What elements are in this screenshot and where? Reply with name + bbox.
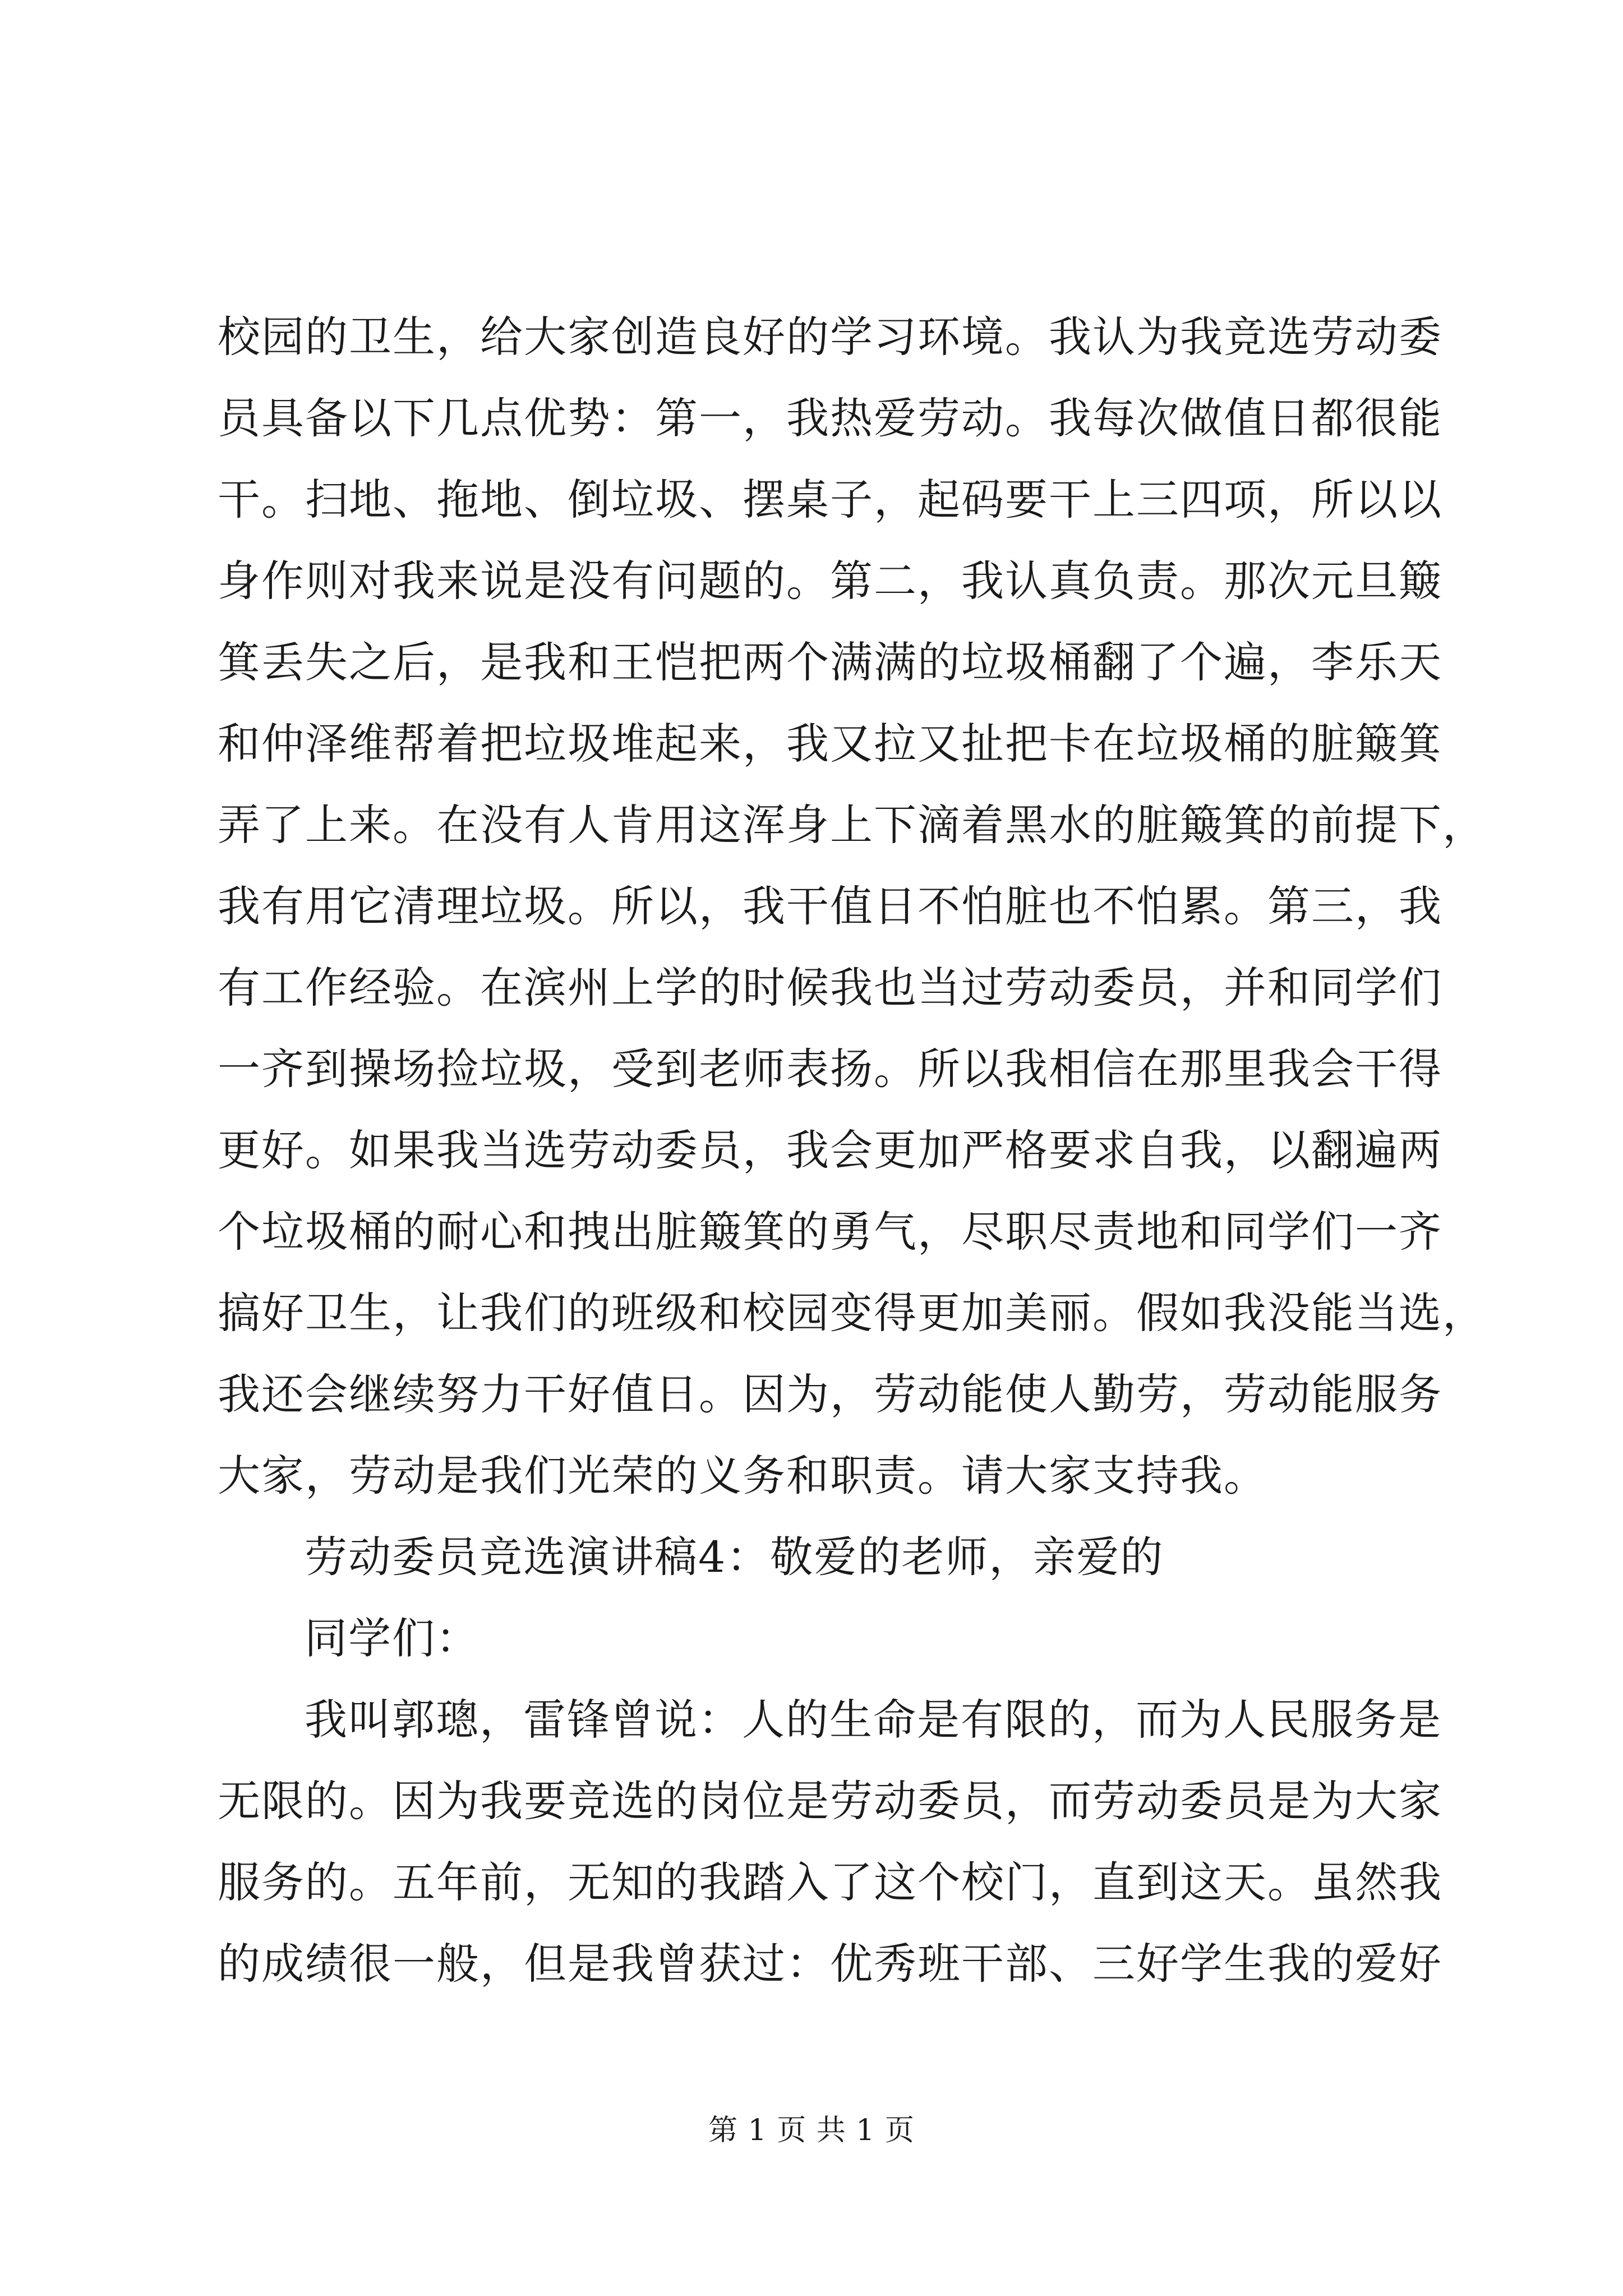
text-line: 干。扫地、拖地、倒垃圾、摆桌子，起码要干上三四项，所以以 (218, 475, 1442, 524)
text-line: 和仲泽维帮着把垃圾堆起来，我又拉又扯把卡在垃圾桶的脏簸箕 (218, 719, 1442, 769)
text-line: 个垃圾桶的耐心和拽出脏簸箕的勇气，尽职尽责地和同学们一齐 (218, 1207, 1442, 1257)
paragraph-start-line: 我叫郭璁，雷锋曾说：人的生命是有限的，而为人民服务是 (305, 1695, 1442, 1745)
text-line: 箕丢失之后，是我和王恺把两个满满的垃圾桶翻了个遍，李乐天 (218, 637, 1442, 687)
text-line: 校园的卫生，给大家创造良好的学习环境。我认为我竞选劳动委 (218, 312, 1442, 362)
text-line: 更好。如果我当选劳动委员，我会更加严格要求自我，以翻遍两 (218, 1125, 1442, 1175)
text-line: 无限的。因为我要竞选的岗位是劳动委员，而劳动委员是为大家 (218, 1776, 1442, 1826)
text-line: 我有用它清理垃圾。所以，我干值日不怕脏也不怕累。第三，我 (218, 881, 1442, 931)
text-line: 搞好卫生，让我们的班级和校园变得更加美丽。假如我没能当选， (218, 1288, 1486, 1338)
text-line: 一齐到操场捡垃圾，受到老师表扬。所以我相信在那里我会干得 (218, 1044, 1442, 1094)
text-line: 身作则对我来说是没有问题的。第二，我认真负责。那次元旦簸 (218, 556, 1442, 606)
text-line: 的成绩很一般，但是我曾获过：优秀班干部、三好学生我的爱好 (218, 1939, 1442, 1989)
page-footer: 第 1 页 共 1 页 (708, 2114, 915, 2147)
text-line: 弄了上来。在没有人肯用这浑身上下滴着黑水的脏簸箕的前提下， (218, 800, 1486, 850)
document-body (218, 296, 1486, 2004)
text-line: 有工作经验。在滨州上学的时候我也当过劳动委员，并和同学们 (218, 963, 1442, 1013)
text-line: 我还会继续努力干好值日。因为，劳动能使人勤劳，劳动能服务 (218, 1369, 1442, 1419)
section-heading-line: 劳动委员竞选演讲稿4：敬爱的老师，亲爱的 (305, 1532, 1164, 1582)
salutation-line: 同学们： (305, 1613, 479, 1663)
text-line: 员具备以下几点优势：第一，我热爱劳动。我每次做值日都很能 (218, 393, 1442, 443)
text-line: 大家，劳动是我们光荣的义务和职责。请大家支持我。 (218, 1451, 1267, 1501)
text-line: 服务的。五年前，无知的我踏入了这个校门，直到这天。虽然我 (218, 1857, 1442, 1907)
